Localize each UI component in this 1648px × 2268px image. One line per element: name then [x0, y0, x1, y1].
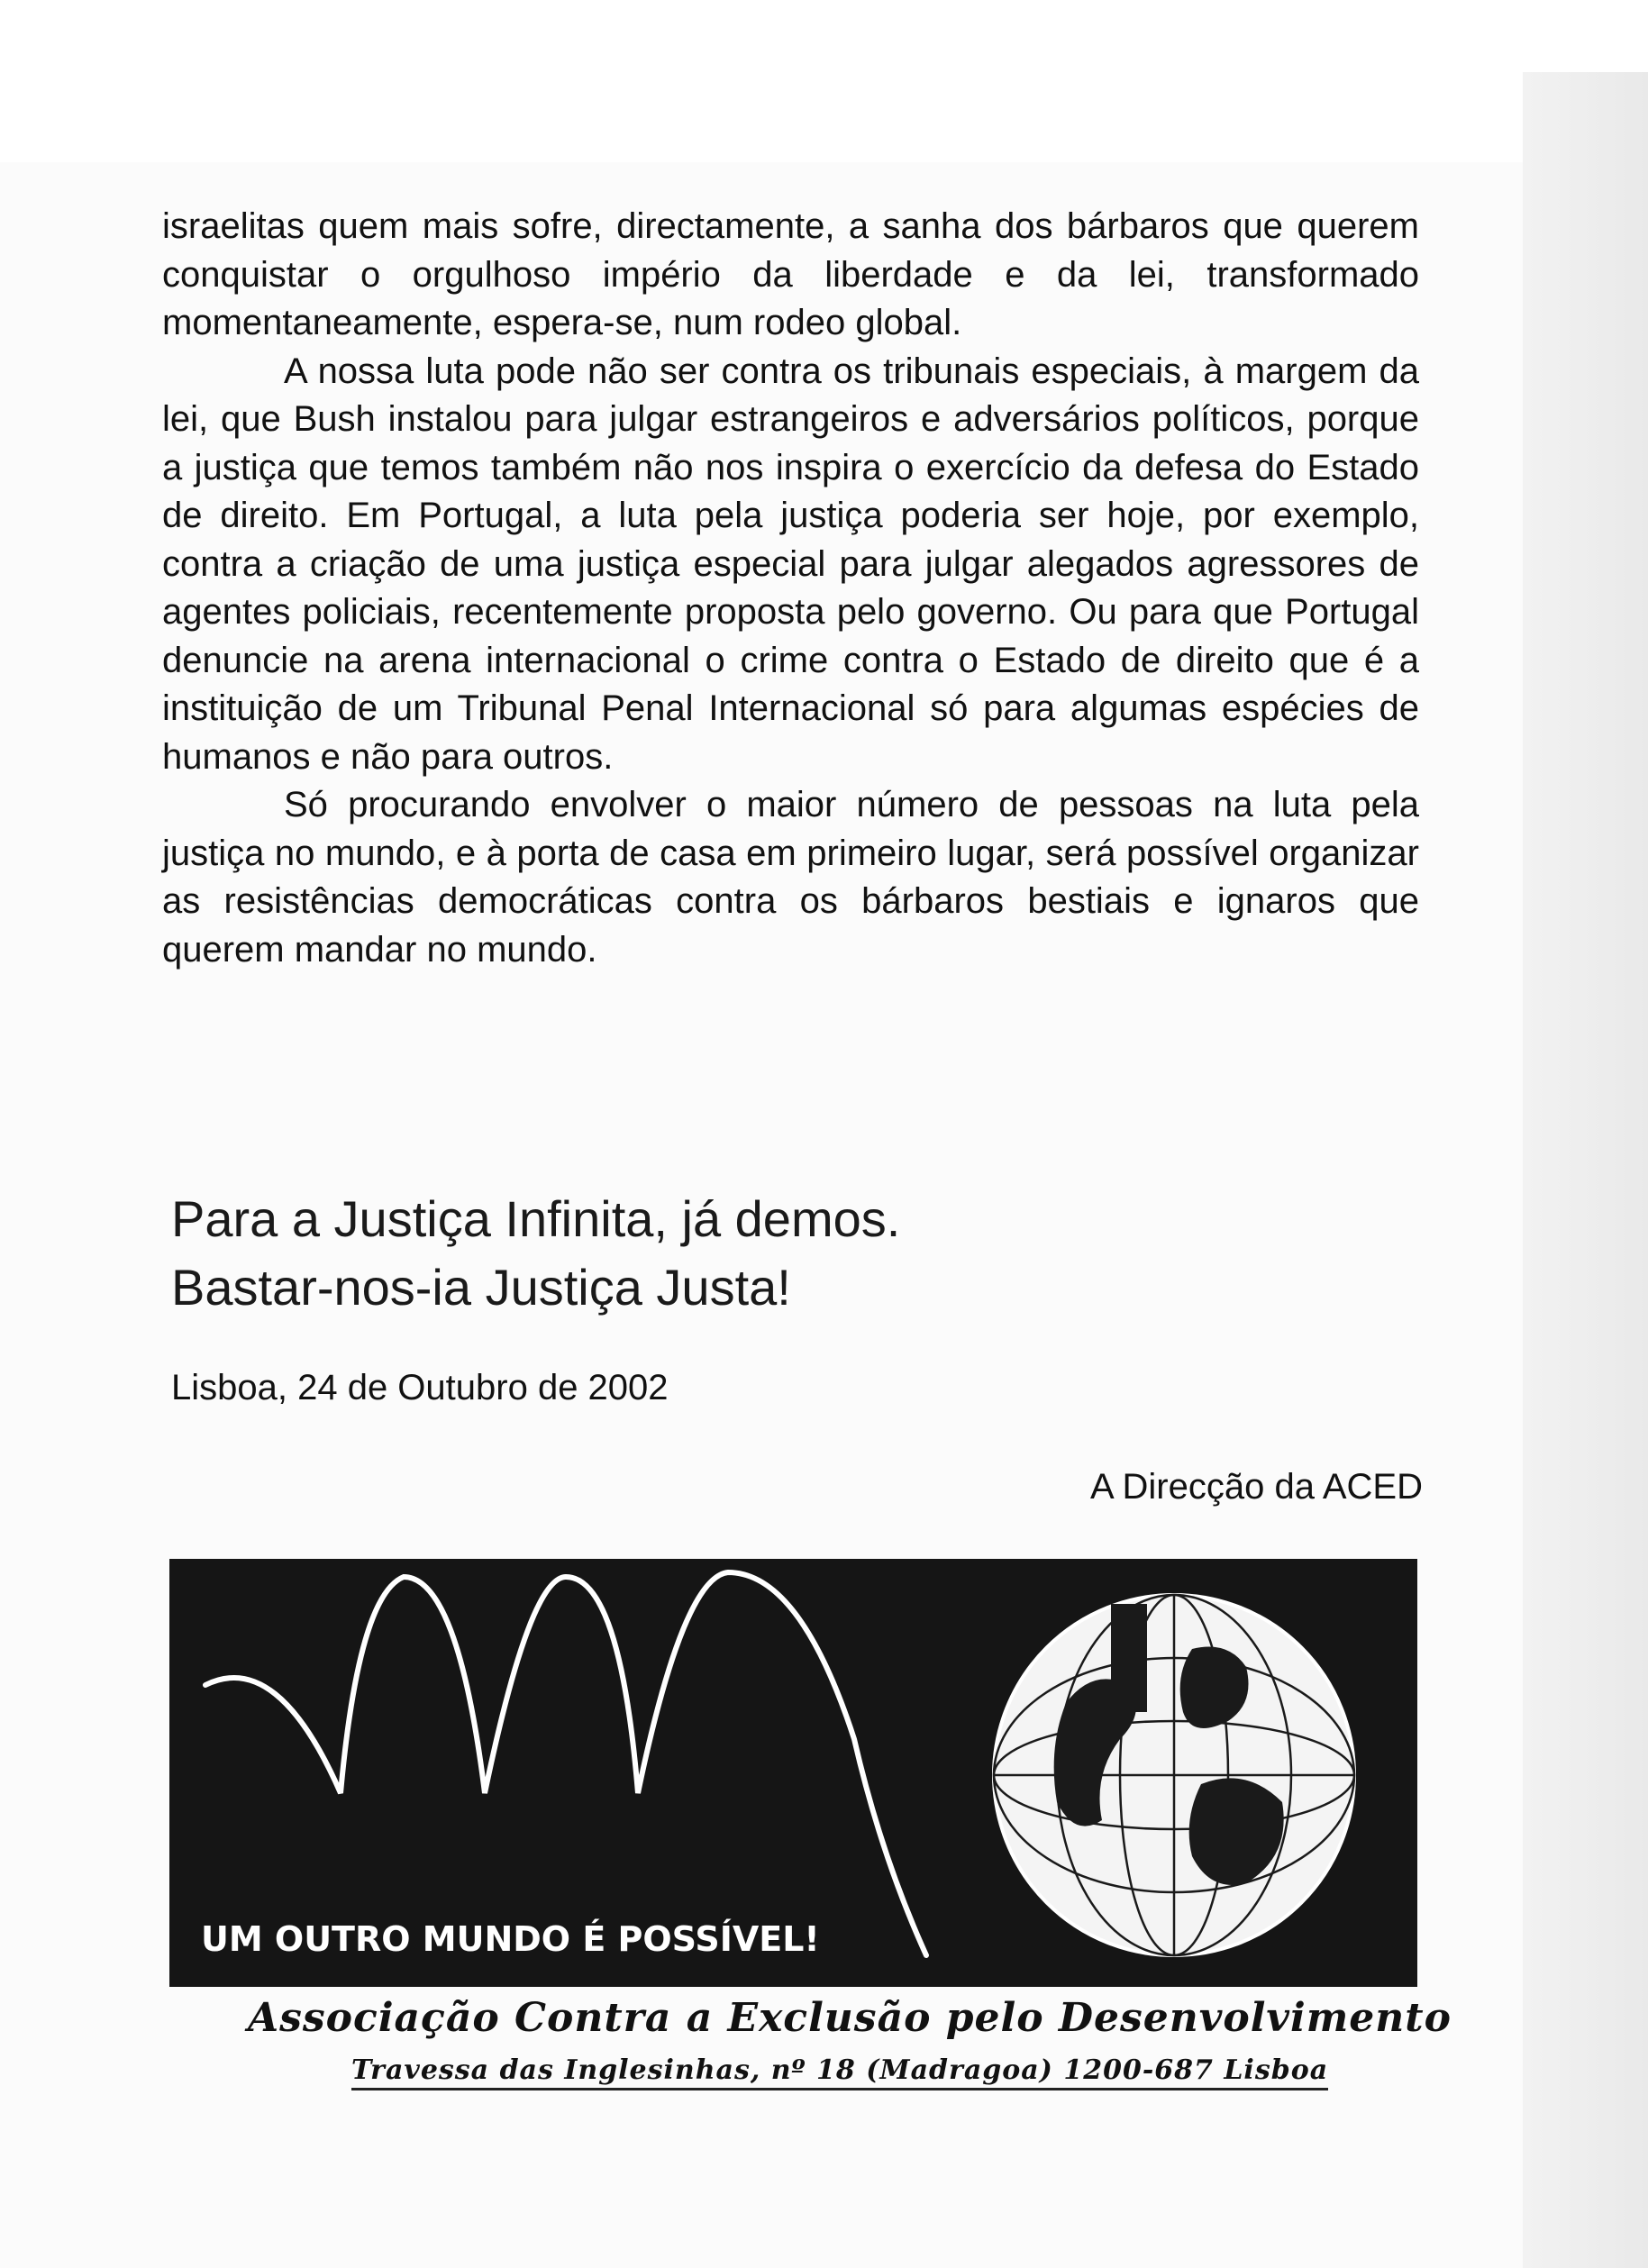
slogan: [171, 1185, 900, 1322]
scan-edge: [1523, 72, 1648, 2268]
paragraph-2: A nossa luta pode não ser contra os tribunais especiais, à margem da lei, que Bush instalou para julgar estrangeiros e adversários políticos, porque a justiça que temos também não nos inspira o exercício da defesa do Estado de direito. Em Portugal, a luta pela justiça poderia ser hoje, por exemplo, contra a criação de uma justiça especial para julgar alegados agressores de agentes policiais, recentemente proposta pelo governo. Ou para que Portugal denuncie na arena internacional o crime contra o Estado de direito que é a instituição de um Tribunal Penal Internacional só para algumas espécies de humanos e não para outros.: [162, 351, 1419, 777]
slogan-line-2: Bastar-nos-ia Justiça Justa!: [171, 1259, 791, 1316]
aced-banner: [169, 1559, 1417, 1987]
banner-slogan: UM OUTRO MUNDO É POSSÍVEL!: [201, 1919, 820, 1959]
date-line: Lisboa, 24 de Outubro de 2002: [171, 1368, 669, 1407]
globe-icon: [994, 1595, 1354, 1955]
body-text: [162, 203, 1419, 974]
bouncing-arcs: [205, 1572, 926, 1955]
paragraph-3: Só procurando envolver o maior número de pessoas na luta pela justiça no mundo, e à porta de casa em primeiro lugar, será possível organizar as resistências democráticas contra os bárbaros bestiais e ignaros que querem mandar no mundo.: [162, 785, 1419, 970]
paragraph-1: israelitas quem mais sofre, directamente, a sanha dos bárbaros que querem conquistar o orgulhoso império da liberdade e da lei, transformado momentaneamente, espera-se, num rodeo global.: [162, 206, 1419, 342]
organization-address: Travessa das Inglesinhas, nº 18 (Madragoa) 1200-687 Lisboa: [351, 2054, 1328, 2090]
organization-name: Associação Contra a Exclusão pelo Desenvolvimento: [248, 1995, 1452, 2041]
signature: A Direcção da ACED: [1089, 1467, 1423, 1507]
slogan-line-1: Para a Justiça Infinita, já demos.: [171, 1190, 901, 1247]
